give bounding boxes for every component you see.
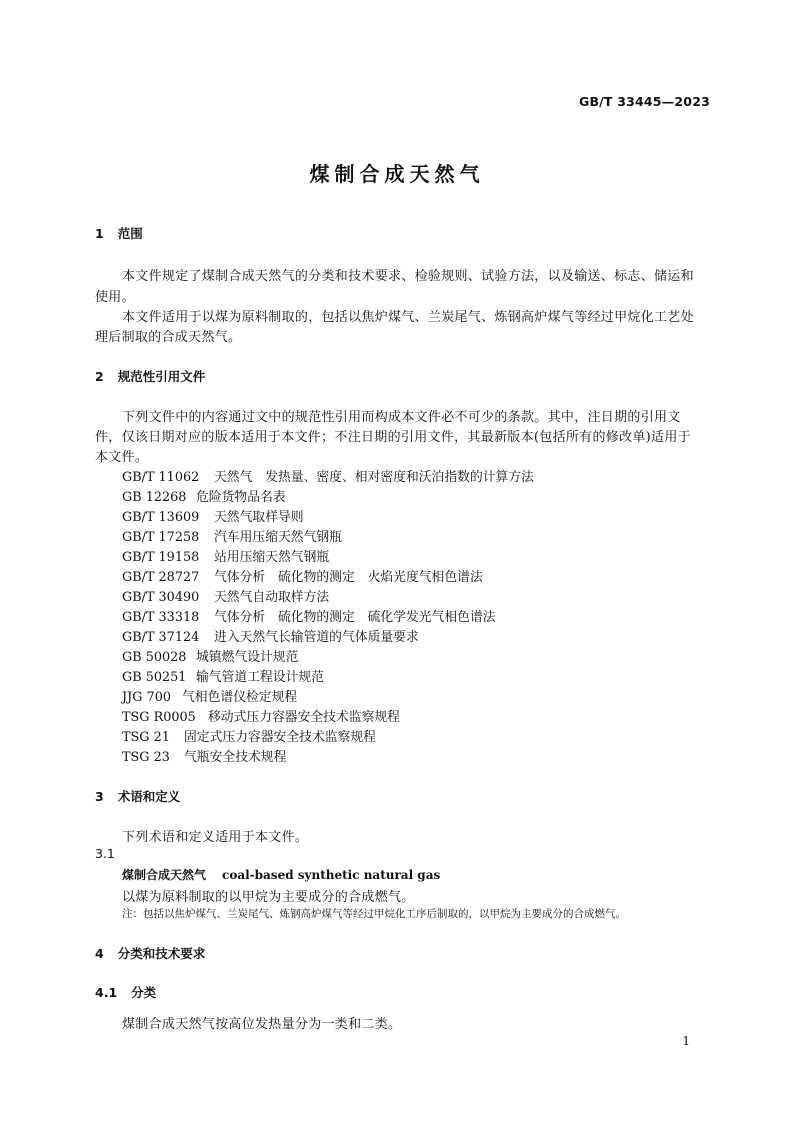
reference-item [122,706,400,725]
classification-paragraph: 煤制合成天然气按高位发热量分为一类和二类。 [122,1017,402,1032]
scope-paragraph-2-line-1: 本文件适用于以煤为原料制取的，包括以焦炉煤气、兰炭尾气、炼钢高炉煤气等经过甲烷化工艺处 [122,310,694,325]
reference-title: 天然气取样导则 [214,510,304,525]
term-number: 3.1 [95,846,115,861]
standard-number: GB/T 33445—2023 [578,94,710,109]
subsection-4-1-heading [95,983,156,1001]
reference-code: JJG 700 [122,690,171,705]
reference-code: GB/T 33318 [122,610,200,625]
reference-title: 气瓶安全技术规程 [184,750,287,765]
section-3-heading [95,787,180,805]
subsection-number: 4.1 [95,985,118,1000]
reference-item [122,666,324,685]
reference-code: GB 12268 [122,490,187,505]
section-number: 3 [95,789,104,804]
reference-item [122,626,419,645]
reference-item [122,526,342,545]
reference-title: 气体分析 硫化物的测定 硫化学发光气相色谱法 [214,610,496,625]
reference-title: 固定式压力容器安全技术监察规程 [184,730,376,745]
section-number: 2 [95,369,104,384]
section-number: 4 [95,946,104,961]
scope-paragraph-1-line-2: 使用。 [95,290,135,305]
term-definition: 以煤为原料制取的以甲烷为主要成分的合成燃气。 [122,890,415,905]
reference-title: 汽车用压缩天然气钢瓶 [214,530,342,545]
reference-code: GB/T 13609 [122,510,200,525]
scope-paragraph-2-line-2: 理后制取的合成天然气。 [95,330,242,345]
subsection-title: 分类 [131,985,157,1000]
reference-code: TSG 23 [122,750,170,765]
reference-code: GB 50251 [122,670,187,685]
reference-code: GB 50028 [122,650,187,665]
reference-title: 天然气自动取样方法 [214,590,330,605]
reference-code: GB/T 37124 [122,630,200,645]
reference-code: GB/T 19158 [122,550,200,565]
section-number: 1 [95,226,104,241]
reference-item [122,466,534,485]
reference-title: 气相色谱仪检定规程 [182,690,298,705]
reference-title: 进入天然气长输管道的气体质量要求 [214,630,419,645]
reference-item [122,566,483,585]
page-number: 1 [682,1034,690,1048]
reference-code: TSG 21 [122,730,170,745]
term-chinese: 煤制合成天然气 [122,868,207,882]
reference-item [122,746,286,765]
reference-item [122,726,376,745]
reference-item [122,646,298,665]
reference-title: 站用压缩天然气钢瓶 [214,550,330,565]
reference-title: 移动式压力容器安全技术监察规程 [208,710,400,725]
document-title: 煤制合成天然气 [309,162,485,186]
term-english: coal-based synthetic natural gas [222,868,441,882]
section-title: 分类和技术要求 [117,946,206,961]
reference-item [122,586,329,605]
reference-code: GB/T 17258 [122,530,200,545]
references-intro-line-2: 件，仅该日期对应的版本适用于本文件；不注日期的引用文件，其最新版本(包括所有的修改单)适用于 [95,430,691,445]
references-intro-line-1: 下列文件中的内容通过文中的规范性引用而构成本文件必不可少的条款。其中，注日期的引用文 [122,410,681,425]
reference-title: 气体分析 硫化物的测定 火焰光度气相色谱法 [214,570,483,585]
reference-item [122,486,286,505]
scope-paragraph-1-line-1: 本文件规定了煤制合成天然气的分类和技术要求、检验规则、试验方法，以及输送、标志、储运和 [122,269,694,284]
reference-code: TSG R0005 [122,710,196,725]
section-title: 规范性引用文件 [117,369,206,384]
reference-item [122,546,329,565]
reference-title: 输气管道工程设计规范 [196,670,324,685]
reference-code: GB/T 28727 [122,570,200,585]
term-note: 注：包括以焦炉煤气、兰炭尾气、炼钢高炉煤气等经过甲烷化工序后制取的，以甲烷为主要成分的合成燃气。 [122,908,626,920]
section-title: 术语和定义 [117,789,181,804]
section-1-heading [95,224,143,242]
reference-title: 危险货物品名表 [196,490,286,505]
term-heading [122,866,440,883]
reference-code: GB/T 30490 [122,590,200,605]
reference-code: GB/T 11062 [122,470,200,485]
reference-title: 天然气 发热量、密度、相对密度和沃泊指数的计算方法 [214,470,534,485]
section-4-heading [95,944,205,962]
references-intro-line-3: 本文件。 [95,450,149,465]
reference-item [122,606,496,625]
section-title: 范围 [117,226,143,241]
reference-title: 城镇燃气设计规范 [196,650,299,665]
reference-item [122,506,304,525]
reference-item [122,686,297,705]
section-2-heading [95,367,205,385]
terms-intro: 下列术语和定义适用于本文件。 [122,830,309,845]
